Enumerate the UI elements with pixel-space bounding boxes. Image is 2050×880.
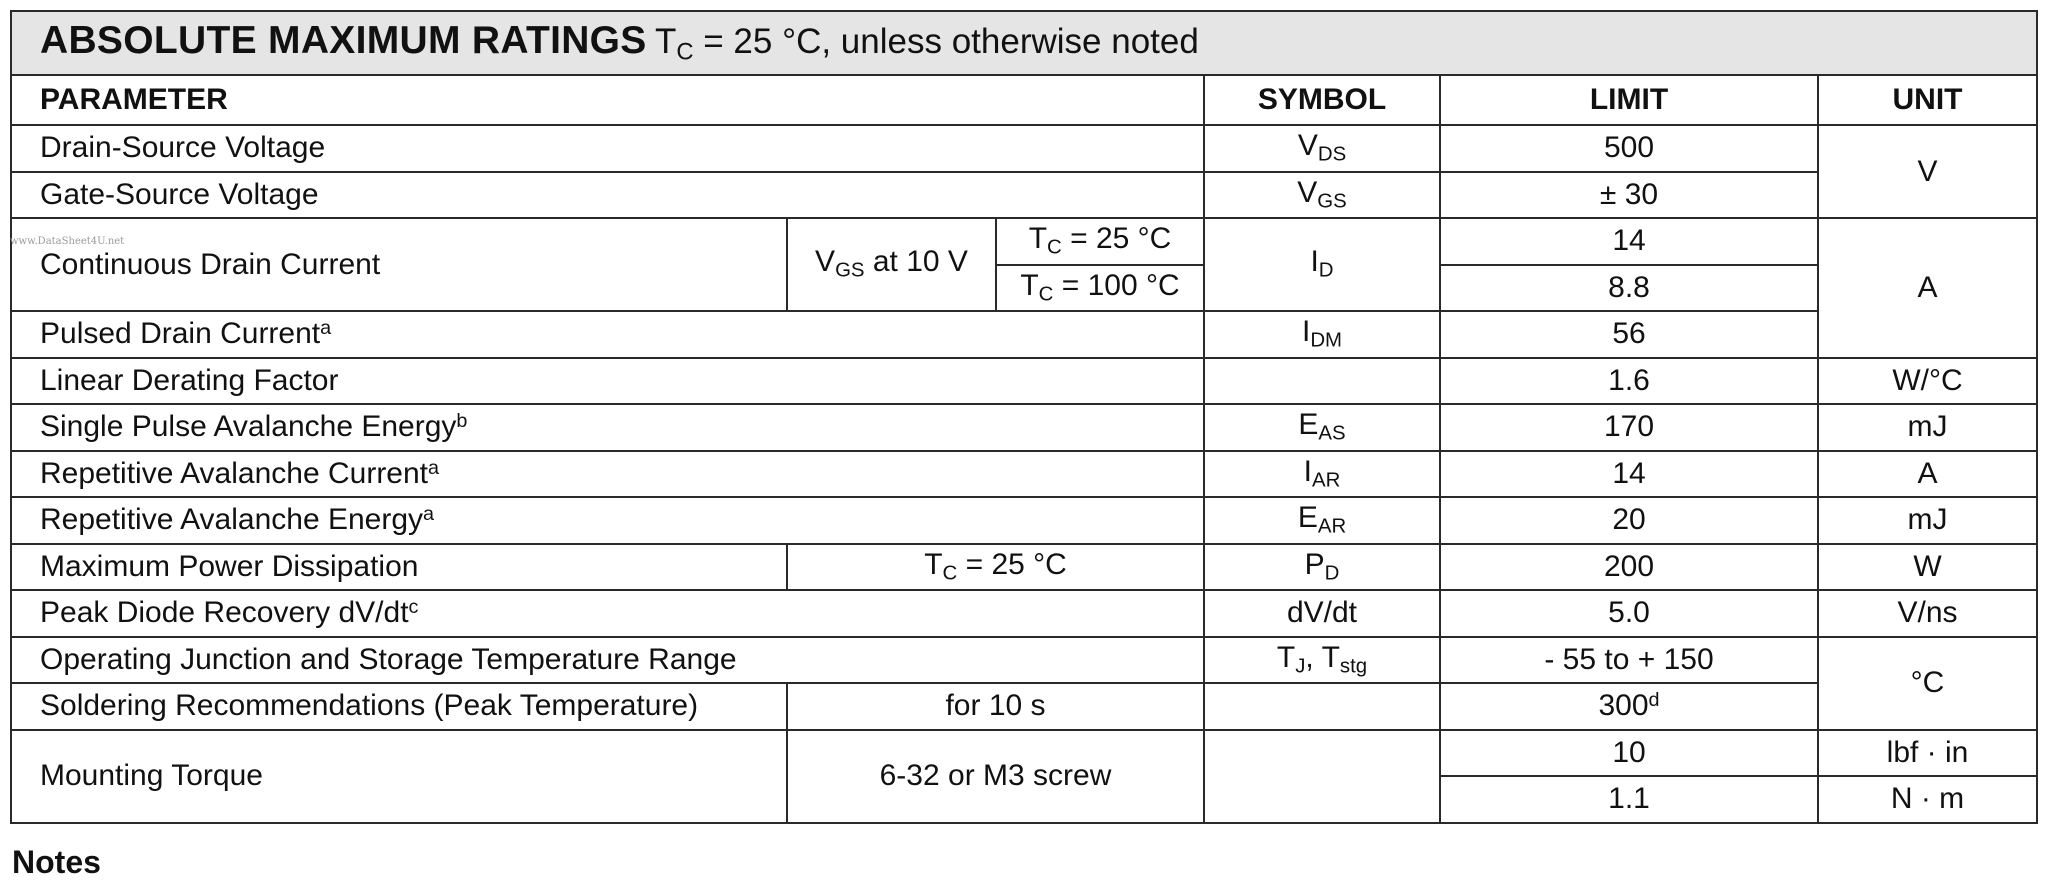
table-row [11,311,2037,358]
header-limit: LIMIT [1440,75,1818,125]
condition-pd-tc-25: $T_C = 25$ °C [787,544,1204,591]
unit-ear: mJ [1818,497,2037,544]
table-title-condition: $T_C = 25$ °C, unless otherwise noted [654,22,1199,66]
limit-torque-lbf: 10 [1440,730,1818,777]
table-title [11,11,2037,75]
parameter-repetitive-avalanche-current: Repetitive Avalanche Current$^a$ [11,451,1204,498]
symbol-dvdt: dV/dt [1204,590,1440,637]
symbol-id: $I_D$ [1204,218,1440,311]
limit-dvdt: 5.0 [1440,590,1818,637]
header-unit: UNIT [1818,75,2037,125]
parameter-gate-source-voltage: Gate-Source Voltage [11,172,1204,219]
symbol-vds: $V_{DS}$ [1204,125,1440,172]
condition-tc-100: $T_C = 100$ °C [996,265,1204,312]
limit-vgs: ± 30 [1440,172,1818,219]
table-title-row [11,11,2037,75]
unit-n-m: N · m [1818,776,2037,823]
table-row [11,451,2037,498]
parameter-single-pulse-avalanche-energy: Single Pulse Avalanche Energy$^b$ [11,404,1204,451]
table-row [11,172,2037,219]
parameter-drain-source-voltage: Drain-Source Voltage [11,125,1204,172]
parameter-repetitive-avalanche-energy: Repetitive Avalanche Energy$^a$ [11,497,1204,544]
unit-lbf-in: lbf · in [1818,730,2037,777]
table-row [11,683,2037,730]
condition-screw: 6-32 or M3 screw [787,730,1204,823]
header-symbol: SYMBOL [1204,75,1440,125]
limit-pd: 200 [1440,544,1818,591]
parameter-soldering-recommendations: Soldering Recommendations (Peak Temperature) [11,683,787,730]
limit-solder: 300$^d$ [1440,683,1818,730]
watermark: www.DataSheet4U.net [10,236,125,247]
unit-iar: A [1818,451,2037,498]
limit-tj: - 55 to + 150 [1440,637,1818,684]
ratings-table-container [10,10,2036,824]
table-title-main: ABSOLUTE MAXIMUM RATINGS [40,19,647,63]
table-row [11,218,2037,265]
unit-eas: mJ [1818,404,2037,451]
parameter-continuous-drain-current: Continuous Drain Current [11,218,787,311]
table-row [11,590,2037,637]
limit-eas: 170 [1440,404,1818,451]
limit-id-25: 14 [1440,218,1818,265]
symbol-vgs: $V_{GS}$ [1204,172,1440,219]
absolute-maximum-ratings-table [10,10,2038,824]
parameter-mounting-torque: Mounting Torque [11,730,787,823]
parameter-linear-derating-factor: Linear Derating Factor [11,358,1204,405]
symbol-iar: $I_{AR}$ [1204,451,1440,498]
parameter-operating-temperature-range: Operating Junction and Storage Temperature Range [11,637,1204,684]
limit-iar: 14 [1440,451,1818,498]
symbol-tj-tstg: $T_J$, $T_{stg}$ [1204,637,1440,684]
table-row [11,497,2037,544]
table-row [11,637,2037,684]
limit-ear: 20 [1440,497,1818,544]
unit-dvdt: V/ns [1818,590,2037,637]
symbol-empty [1204,683,1440,730]
limit-id-100: 8.8 [1440,265,1818,312]
condition-tc-25: $T_C = 25$ °C [996,218,1204,265]
condition-vgs-10v: $V_{GS}$ at 10 V [787,218,996,311]
symbol-empty [1204,358,1440,405]
unit-pd: W [1818,544,2037,591]
unit-ampere: A [1818,218,2037,358]
unit-celsius: °C [1818,637,2037,730]
condition-for-10s: for 10 s [787,683,1204,730]
notes-heading: Notes [12,844,101,880]
limit-idm: 56 [1440,311,1818,358]
header-row [11,75,2037,125]
limit-ldf: 1.6 [1440,358,1818,405]
parameter-pulsed-drain-current: Pulsed Drain Current$^a$ [11,311,1204,358]
limit-vds: 500 [1440,125,1818,172]
table-row [11,544,2037,591]
symbol-eas: $E_{AS}$ [1204,404,1440,451]
table-row [11,404,2037,451]
table-row [11,730,2037,777]
unit-voltage: V [1818,125,2037,218]
symbol-pd: $P_D$ [1204,544,1440,591]
table-row [11,358,2037,405]
parameter-maximum-power-dissipation: Maximum Power Dissipation [11,544,787,591]
unit-ldf: W/°C [1818,358,2037,405]
table-row [11,125,2037,172]
header-parameter: PARAMETER [11,75,1204,125]
parameter-peak-diode-recovery: Peak Diode Recovery $dV/dt^c$ [11,590,1204,637]
symbol-ear: $E_{AR}$ [1204,497,1440,544]
symbol-idm: $I_{DM}$ [1204,311,1440,358]
symbol-empty [1204,730,1440,823]
limit-torque-nm: 1.1 [1440,776,1818,823]
